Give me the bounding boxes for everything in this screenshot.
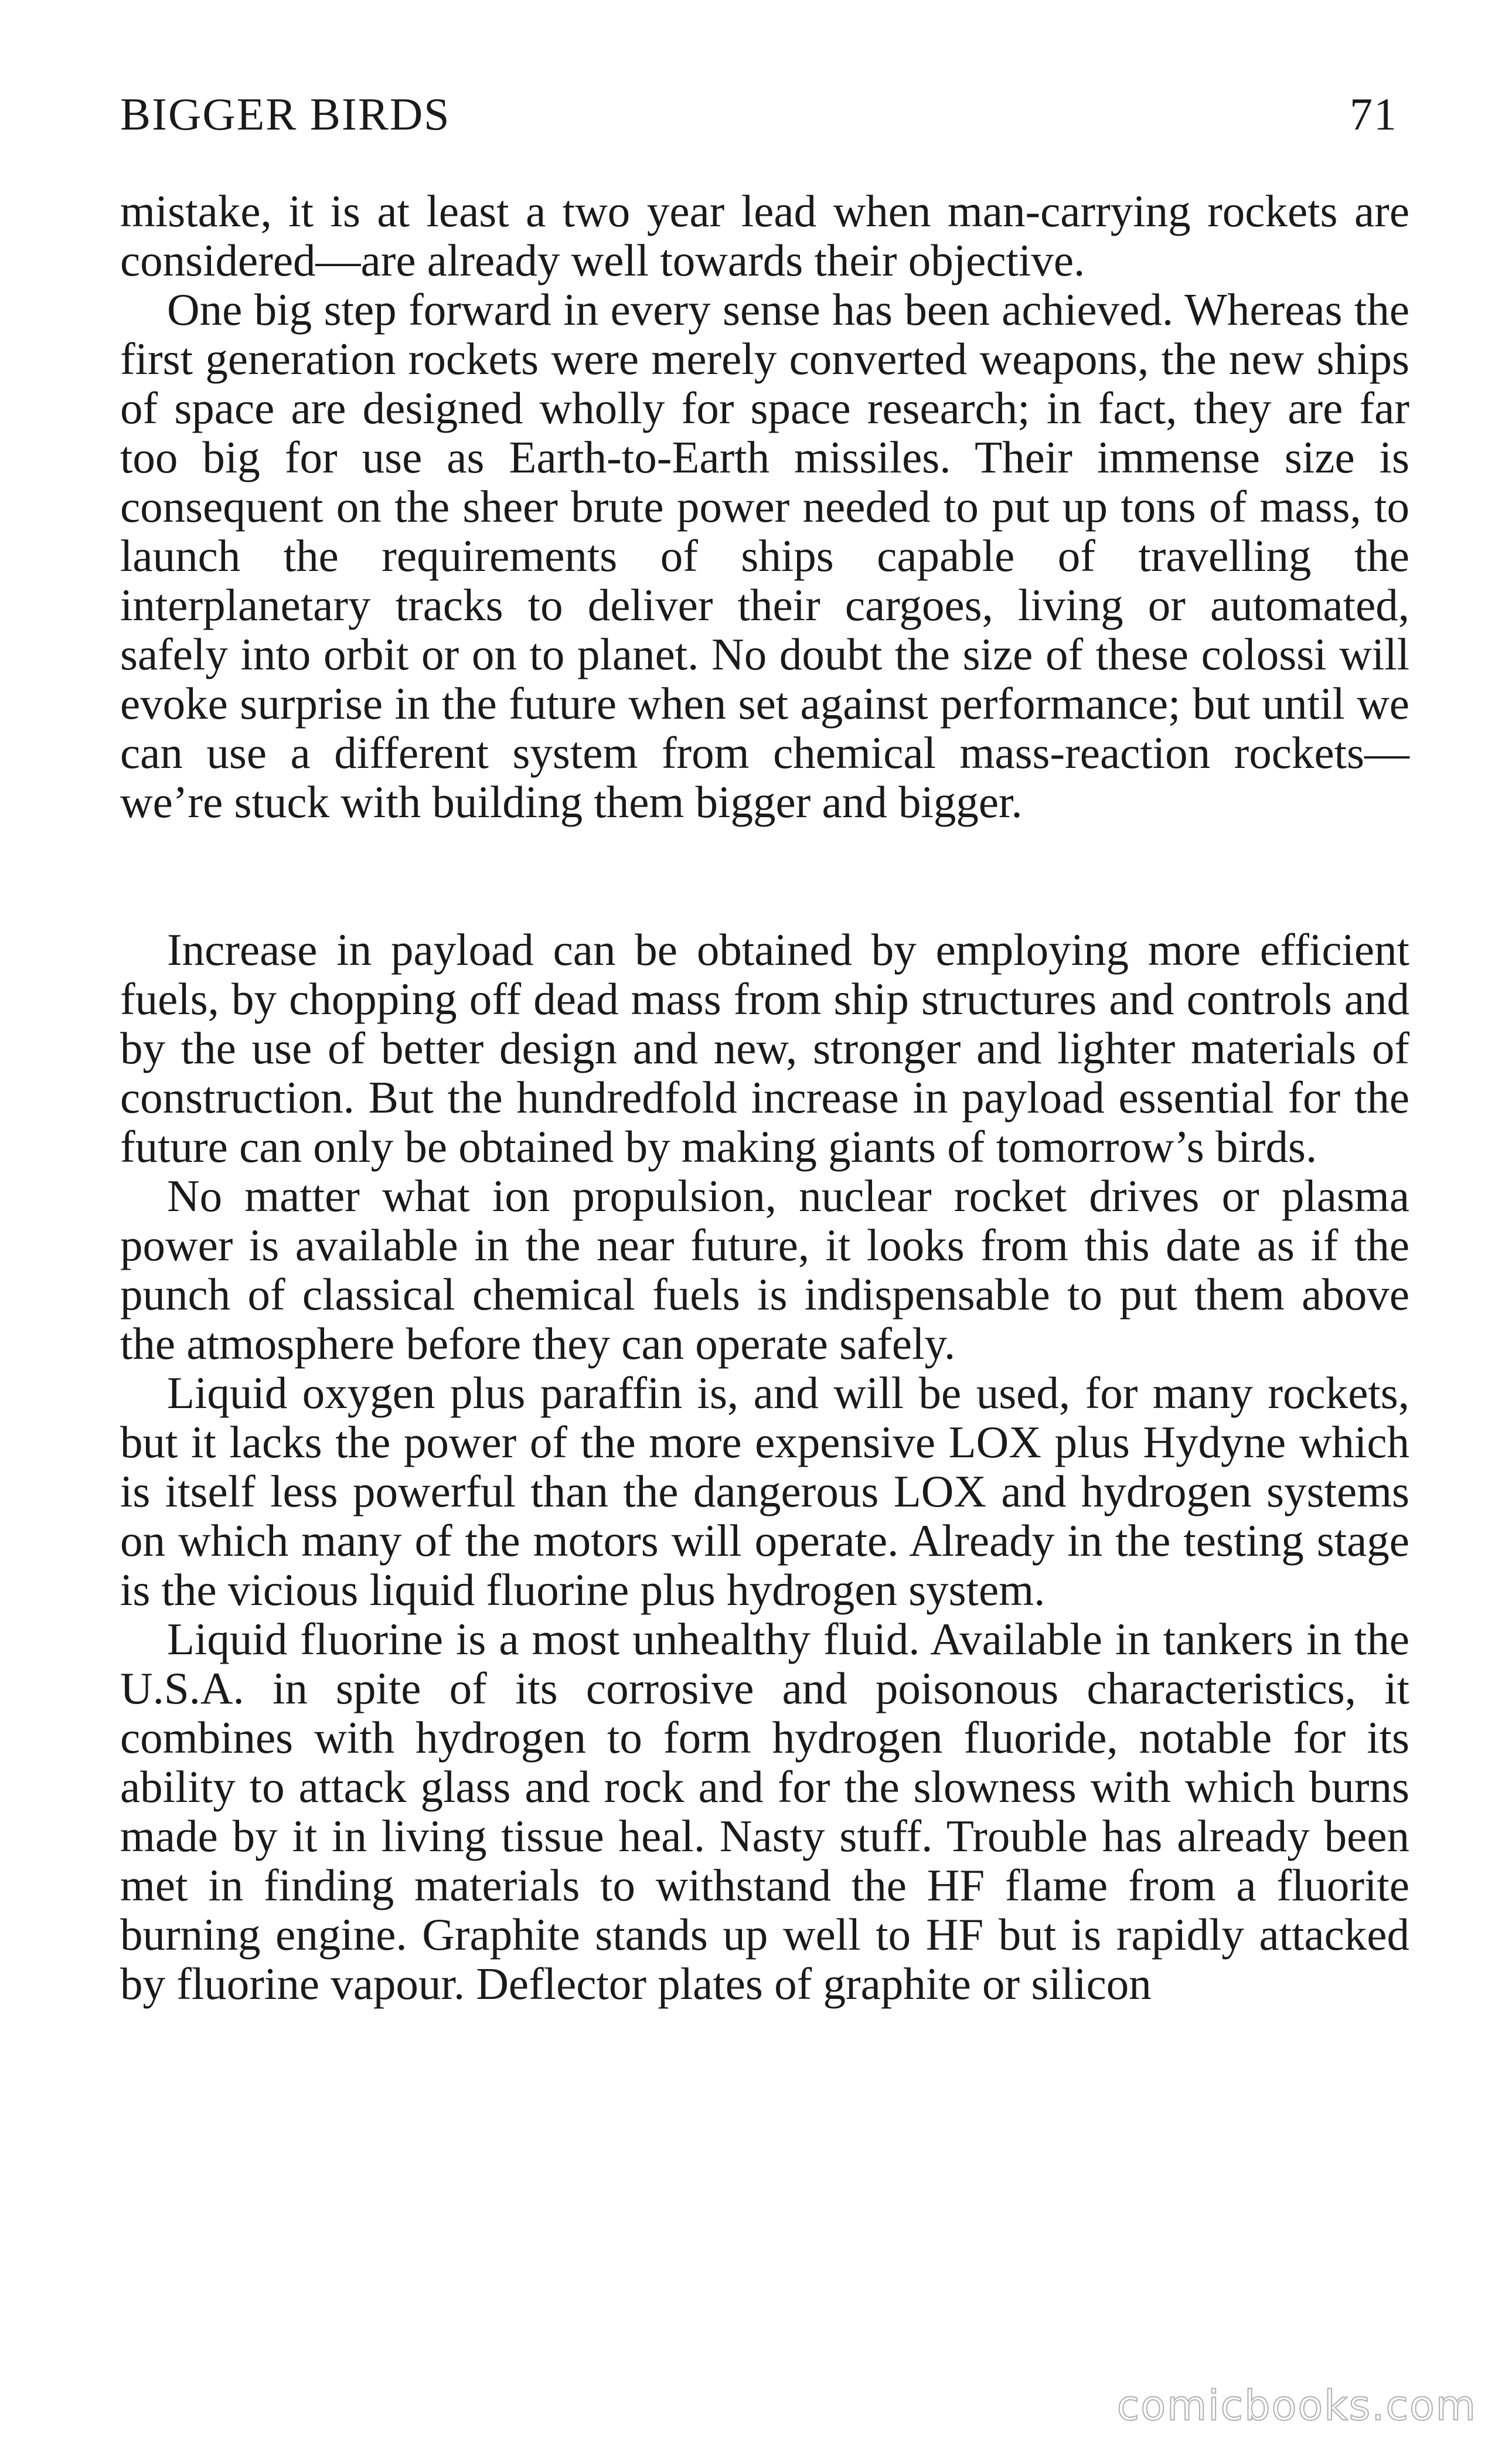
running-title: BIGGER BIRDS — [120, 89, 451, 140]
paragraph: Liquid fluorine is a most unhealthy fluid. Available in tankers in the U.S.A. in spite of its corrosive and poisonous characteristics, it combines with hydrogen to form hydrogen fluoride, notable for its ability to attack glass and rock and for the slowness with which burns made by it in living tissue heal. Nasty stuff. Trouble has already been met in finding materials to withstand the HF flame from a fluorite burning engine. Graphite stands up well to HF but is rapidly attacked by fluorine vapour. Deflector plates of graphite or silicon — [120, 1614, 1409, 2009]
watermark: comicbooks.com — [1116, 2382, 1477, 2430]
paragraph: One big step forward in every sense has been achieved. Whereas the first generation rockets were merely converted weapons, the new ships of space are designed wholly for space research; in fact, they are far too big for use as Earth-to-Earth missiles. Their immense size is consequent on the sheer brute power needed to put up tons of mass, to launch the requirements of ships capable of travelling the interplanetary tracks to deliver their cargoes, living or automated, safely into orbit or on to planet. No doubt the size of these colossi will evoke surprise in the future when set against performance; but until we can use a different system from chemical mass-reaction rockets—we’re stuck with building them bigger and bigger. — [120, 284, 1409, 827]
paragraph: No matter what ion propulsion, nuclear rocket drives or plasma power is available in the near future, it looks from this date as if the punch of classical chemical fuels is indispensable to put them above the atmosphere before they can operate safely. — [120, 1171, 1409, 1369]
paragraph-continuation: mistake, it is at least a two year lead when man-carrying rockets are considered—are already well towards their objective. — [120, 186, 1409, 285]
page-header — [120, 88, 1398, 147]
body-text — [120, 186, 1409, 2008]
paragraph-section-start: Increase in payload can be obtained by employing more efficient fuels, by chopping off dead mass from ship structures and controls and by the use of better design and new, stronger and lighter materials of construction. But the hundredfold increase in payload essential for the future can only be obtained by making giants of tomorrow’s birds. — [120, 924, 1409, 1172]
paragraph: Liquid oxygen plus paraffin is, and will be used, for many rockets, but it lacks the power of the more expensive LOX plus Hydyne which is itself less powerful than the dangerous LOX and hydrogen systems on which many of the motors will operate. Already in the testing stage is the vicious liquid fluorine plus hydrogen system. — [120, 1368, 1409, 1615]
page-number: 71 — [1350, 89, 1398, 140]
